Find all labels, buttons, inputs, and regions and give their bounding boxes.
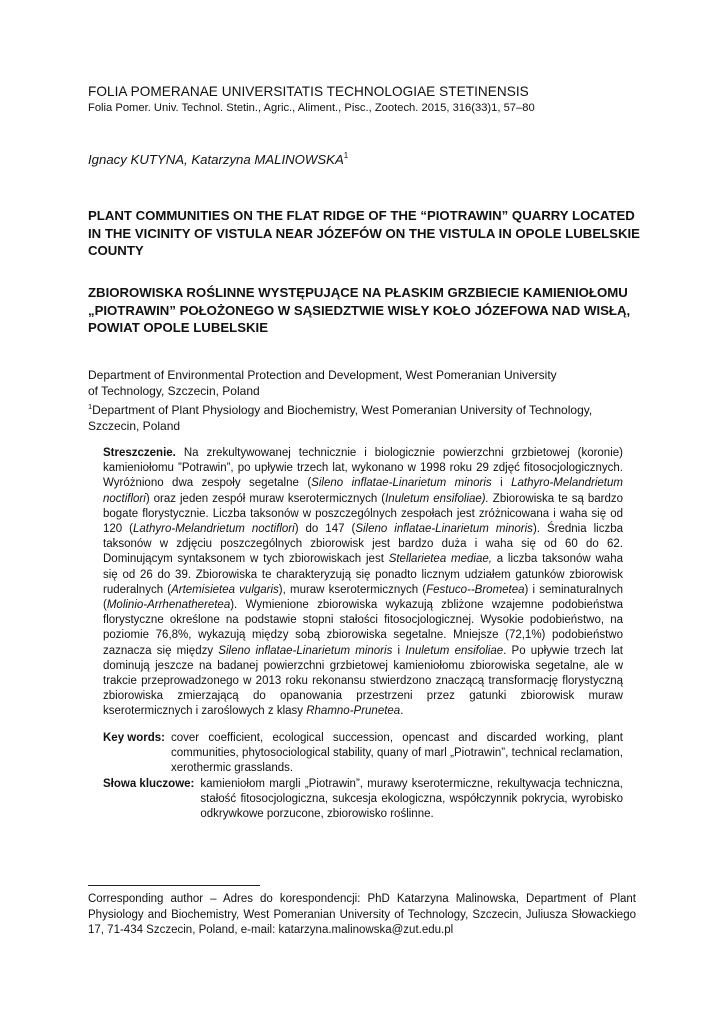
- abstract-text: ) do 147 (: [294, 523, 356, 536]
- affiliations: [88, 368, 628, 434]
- abstract-text: ), muraw kserotermicznych (: [278, 583, 427, 596]
- abstract-taxon: Sileno inflatae-Linarietum minoris: [218, 644, 393, 657]
- abstract-taxon: Stellarietea mediae,: [388, 553, 492, 566]
- author-list: [88, 151, 348, 167]
- affiliation-2-line-1: [88, 399, 628, 419]
- affiliation-2-marker: 1: [88, 402, 93, 411]
- journal-citation: Folia Pomer. Univ. Technol. Stetin., Agric., Aliment., Pisc., Zootech. 2015, 316(33)1, 57–80: [88, 102, 535, 114]
- abstract-taxon: Lathyro-Melandrietum noctiflori: [133, 523, 295, 536]
- abstract: [103, 446, 623, 720]
- abstract-taxon: Sileno inflatae-Linarietum minoris: [311, 477, 492, 490]
- keywords-block: [103, 731, 623, 822]
- abstract-text: ) i seminaturalnych (: [103, 583, 623, 612]
- abstract-text: i: [491, 477, 512, 490]
- abstract-text: i: [392, 644, 406, 657]
- keywords-polish: [103, 777, 623, 823]
- keywords-polish-text: kamieniołom margli „Piotrawin”, murawy kserotermiczne, rekultywacja techniczna, stałość fitosocjologiczna, sukcesja ekologiczna, współczynnik pokrycia, wyrobisko odkrywkowe porzucone, zbiorowisko roślinne.: [200, 777, 623, 821]
- abstract-taxon: Artemisietea vulgaris: [171, 583, 279, 596]
- affiliation-2-line-2: Szczecin, Poland: [88, 418, 181, 433]
- footnote-separator: [88, 885, 260, 886]
- keywords-english-label: Key words:: [103, 732, 165, 744]
- abstract-label: Streszczenie.: [103, 447, 176, 459]
- journal-name: FOLIA POMERANAE UNIVERSITATIS TECHNOLOGIAE STETINENSIS: [88, 84, 529, 99]
- abstract-text: ). Średnia liczba taksonów w zdjęciu poszczególnych zbiorowisk jest bardzo duża i waha się od 60 do 62. Dominującym syntaksonem w tych zbiorowiskach jest: [103, 523, 623, 566]
- abstract-text: a liczba taksonów waha się od 26 do 39. Zbiorowiska te charakteryzują się ponadto licznym udziałem gatunków zbiorowisk ruderalnych (: [103, 553, 623, 596]
- affiliation-2-text: Department of Plant Physiology and Biochemistry, West Pomeranian University of Technology,: [92, 403, 593, 417]
- author-affiliation-marker: 1: [343, 151, 349, 160]
- abstract-taxon: Festuco--Brometea: [426, 583, 525, 596]
- abstract-taxon: Lathyro-Melandrietum noctiflori: [103, 477, 623, 505]
- corresponding-author-footnote: Corresponding author – Adres do korespondencji: PhD Katarzyna Malinowska, Department of Plant Physiology and Biochemistry, West Pomeranian University of Technology, Szczecin, Juliusza Słowackiego 17, 71-434 Szczecin, Poland, e-mail: katarzyna.malinowska@zut.edu.pl: [88, 893, 636, 936]
- abstract-taxon: Rhamno-Prunetea: [306, 705, 401, 718]
- affiliation-1-line-2: of Technology, Szczecin, Poland: [88, 383, 260, 398]
- abstract-text: ) oraz jeden zespół muraw kserotermicznych (: [145, 492, 386, 505]
- abstract-text: .: [400, 705, 404, 718]
- title-english: PLANT COMMUNITIES ON THE FLAT RIDGE OF THE “PIOTRAWIN” QUARRY LOCATED IN THE VICINITY OF VISTULA NEAR JÓZEFÓW ON THE VISTULA IN OPOLE LUBELSKIE COUNTY: [88, 208, 640, 259]
- abstract-taxon: Molinio-Arrhenatheretea: [106, 599, 231, 612]
- abstract-taxon: Sileno inflatae-Linarietum minoris: [355, 523, 533, 536]
- author-names: Ignacy KUTYNA, Katarzyna MALINOWSKA: [88, 152, 344, 167]
- abstract-text: ). Wymienione zbiorowiska wykazują zbliżone wzajemne podobieństwa florystyczne określone na podstawie stopni stałości fitosocjologicznej. Wysokie podobieństwo, na poziomie 76,8%, wykazują między sobą zbiorowiska segetalne. Mniejsze (72,1%) podobieństwo zaznacza się między: [103, 599, 623, 657]
- abstract-taxon: Inuletum ensifoliae).: [385, 492, 489, 505]
- keywords-english-text: cover coefficient, ecological succession, opencast and discarded working, plant communities, phytosociological stability, quany of marl „Piotrawin”, technical reclamation, xerothermic grasslands.: [171, 732, 623, 775]
- abstract-text: Na zrekultywowanej technicznie i biologicznie powierzchni grzbietowej (koronie) kamieniołomu ”Potrawin”, po upływie trzech lat, wykonano w 1998 roku 29 zdjęć fitosocjologicznych. Wyróżniono dwa zespoły segetalne (: [103, 447, 623, 490]
- title-polish: ZBIOROWISKA ROŚLINNE WYSTĘPUJĄCE NA PŁASKIM GRZBIECIE KAMIENIOŁOMU „PIOTRAWIN” POŁOŻONEGO W SĄSIEDZTWIE WISŁY KOŁO JÓZEFOWA NAD WISŁĄ, POWIAT OPOLE LUBELSKIE: [88, 285, 631, 336]
- abstract-taxon: Inuletum ensifoliae: [405, 644, 504, 657]
- affiliation-1-line-1: Department of Environmental Protection and Development, West Pomeranian University: [88, 368, 557, 382]
- abstract-text: Zbiorowiska te są bardzo bogate florystycznie. Liczba taksonów w poszczególnych zespołach jest zróżnicowana i waha się od 120 (: [103, 492, 623, 536]
- abstract-text: . Po upływie trzech lat dominują jeszcze na badanej powierzchni grzbietowej kamieniołomu zbiorowiska segetalne, ale w trakcie przeprowadzonego w 2013 roku rekonansu stwierdzono znaczącą transformację florystyczną zbiorowiska zmierzającą do opanowania przestrzeni przez gatunki zbiorowisk muraw kserotermicznych i zaroślowych z klasy: [103, 644, 623, 718]
- keywords-polish-label: Słowa kluczowe:: [103, 777, 195, 790]
- abstract-paragraph: [103, 446, 623, 720]
- keywords-english: [103, 731, 623, 777]
